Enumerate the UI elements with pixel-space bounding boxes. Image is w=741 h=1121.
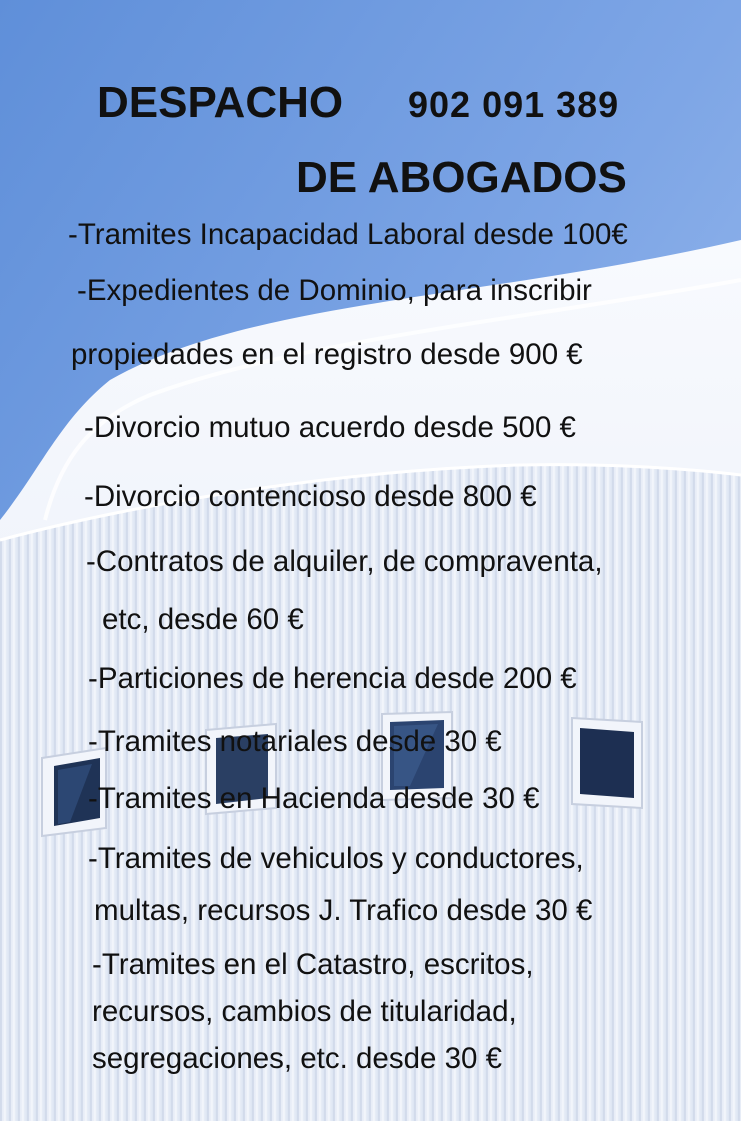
firm-title-line2: DE ABOGADOS [296,153,627,202]
service-line: segregaciones, etc. desde 30 € [92,1042,503,1075]
firm-title-line1: DESPACHO [97,78,344,127]
service-line: -Expedientes de Dominio, para inscribir [77,274,592,307]
service-line: recursos, cambios de titularidad, [92,995,517,1028]
service-line: propiedades en el registro desde 900 € [71,338,583,371]
service-line: -Particiones de herencia desde 200 € [88,662,577,695]
service-line: -Tramites notariales desde 30 € [88,725,502,758]
service-line: -Tramites Incapacidad Laboral desde 100€ [68,218,628,251]
service-line: -Tramites en el Catastro, escritos, [92,948,534,981]
service-line: -Divorcio mutuo acuerdo desde 500 € [84,411,576,444]
service-line: -Tramites en Hacienda desde 30 € [88,782,540,815]
service-line: multas, recursos J. Trafico desde 30 € [94,894,593,927]
service-line: -Tramites de vehiculos y conductores, [88,842,584,875]
service-line: -Divorcio contencioso desde 800 € [84,480,537,513]
service-line: etc, desde 60 € [102,603,304,636]
phone-number[interactable]: 902 091 389 [408,84,620,125]
window [572,718,642,808]
service-line: -Contratos de alquiler, de compraventa, [86,545,603,578]
